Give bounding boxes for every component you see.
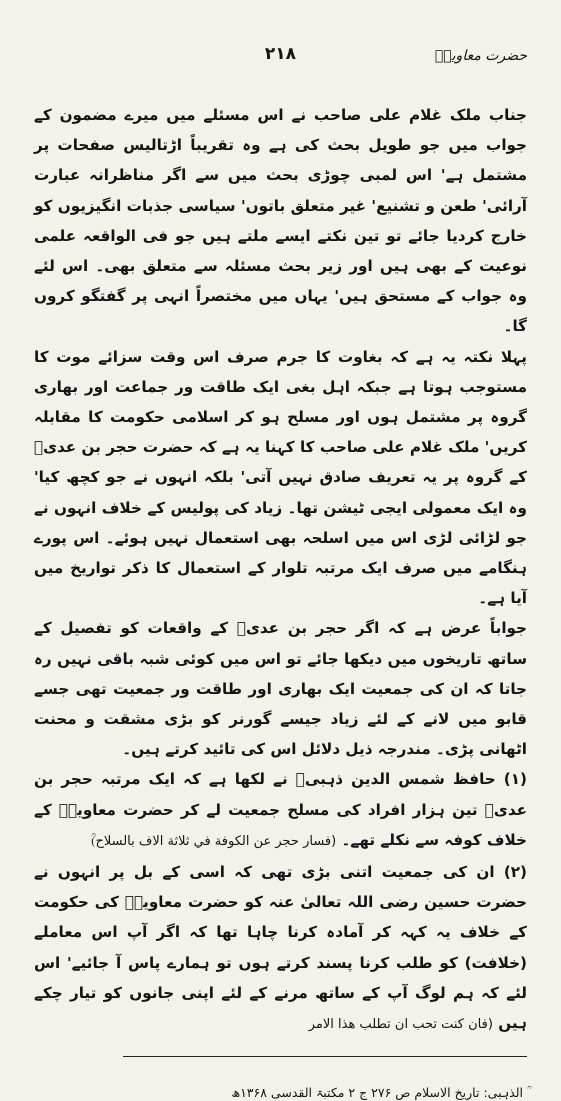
footnote: ؒ الذہبی: تاریخ الاسلام ص ۲۷۶ ج ۲ مکتبۃ القدسی ۱۳۶۸ھ (231, 1085, 527, 1101)
paragraph-text: (۱) حافظ شمس الدین ذہبیؒ نے لکھا ہے کہ ایک مرتبہ حجر بن عدیؓ تین ہزار افراد کی مسلح جمعیت لے کر حضرت معاویہؓ کے خلاف کوفہ سے نکلے تھے۔ (34, 770, 527, 849)
footnote-divider (123, 1056, 527, 1057)
paragraph (34, 100, 527, 342)
page-number: ۲۱۸ (264, 44, 297, 64)
paragraph-text: پہلا نکتہ یہ ہے کہ بغاوت کا جرم صرف اس وقت سزائے موت کا مستوجب ہوتا ہے جبکہ اہل بغی ایک طاقت ور جماعت اور بھاری گروہ پر مشتمل ہوں اور مسلح ہو کر اسلامی حکومت کا مقابلہ کریں' ملک غلام علی صاحب کا کہنا یہ ہے کہ حضرت حجر بن عدیؓ کے گروہ پر یہ تعریف صادق نہیں آتی' بلکہ انہوں نے جو کچھ کیا' وہ ایک معمولی ایجی ٹیشن تھا۔ زیاد کی پولیس کے خلاف انہوں نے جو لڑائی لڑی اس میں اسلحہ بھی استعمال نہیں ہوئے۔ اس پورے ہنگامے میں صرف ایک مرتبہ تلوار کے استعمال کا ذکر تواریخ میں آیا ہے۔ (34, 347, 527, 608)
paragraph (34, 764, 527, 857)
paragraph-text: جناب ملک غلام علی صاحب نے اس مسئلے میں میرے مضمون کے جواب میں جو طویل بحث کی ہے وہ تقریباً اڑتالیس صفحات پر مشتمل ہے' اس لمبی چوڑی بحث میں سے اگر مناظرانہ عبارت آرائی' طعن و تشنیع' غیر متعلق باتوں' سیاسی جذبات انگیزیوں کو خارج کردیا جائے تو تین نکتے ایسے ملتے ہیں جو فی الواقعہ علمی نوعیت کے بھی ہیں اور زیر بحث مسئلہ سے متعلق بھی۔ اس لئے وہ جواب کے مستحق ہیں' یہاں میں مختصراً انہی پر گفتگو کروں گا۔ (34, 106, 527, 336)
page-header (34, 38, 527, 78)
paragraph (34, 613, 527, 764)
arabic-quote: (فان كنت تحب ان تطلب هذا الامر (308, 1017, 493, 1033)
body-text (34, 100, 527, 1040)
arabic-quote: (فسار حجر عن الكوفة في ثلاثة الاف بالسلاح)ؒ (91, 833, 337, 849)
running-title: حضرت معاویہؓ (434, 48, 527, 64)
paragraph (34, 857, 527, 1040)
paragraph-text: (۲) ان کی جمعیت اتنی بڑی تھی کہ اسی کے بل پر انہوں نے حضرت حسین رضی اللہ تعالیٰ عنہ کو حضرت معاویہؓ کی حکومت کے خلاف یہ کہہ کر آمادہ کرنا چاہا تھا کہ اگر آپ اس معاملے (خلافت) کو طلب کرنا پسند کرتے ہوں تو ہمارے پاس آ جائیے' اس لئے کہ ہم لوگ آپ کے ساتھ مرنے کے لئے اپنی جانوں کو تیار چکے ہیں (34, 863, 527, 1033)
paragraph (34, 342, 527, 614)
paragraph-text: جواباً عرض ہے کہ اگر حجر بن عدیؓ کے واقعات کو تفصیل کے ساتھ تاریخوں میں دیکھا جائے تو اس میں کوئی شبہ باقی نہیں رہ جاتا کہ ان کی جمعیت ایک بھاری اور طاقت ور جمعیت تھی جسے قابو میں لانے کے لئے زیاد جیسے گورنر کو بڑی مشقت و محنت اٹھانی پڑی۔ مندرجہ ذیل دلائل اس کی تائید کرتے ہیں۔ (34, 619, 527, 759)
